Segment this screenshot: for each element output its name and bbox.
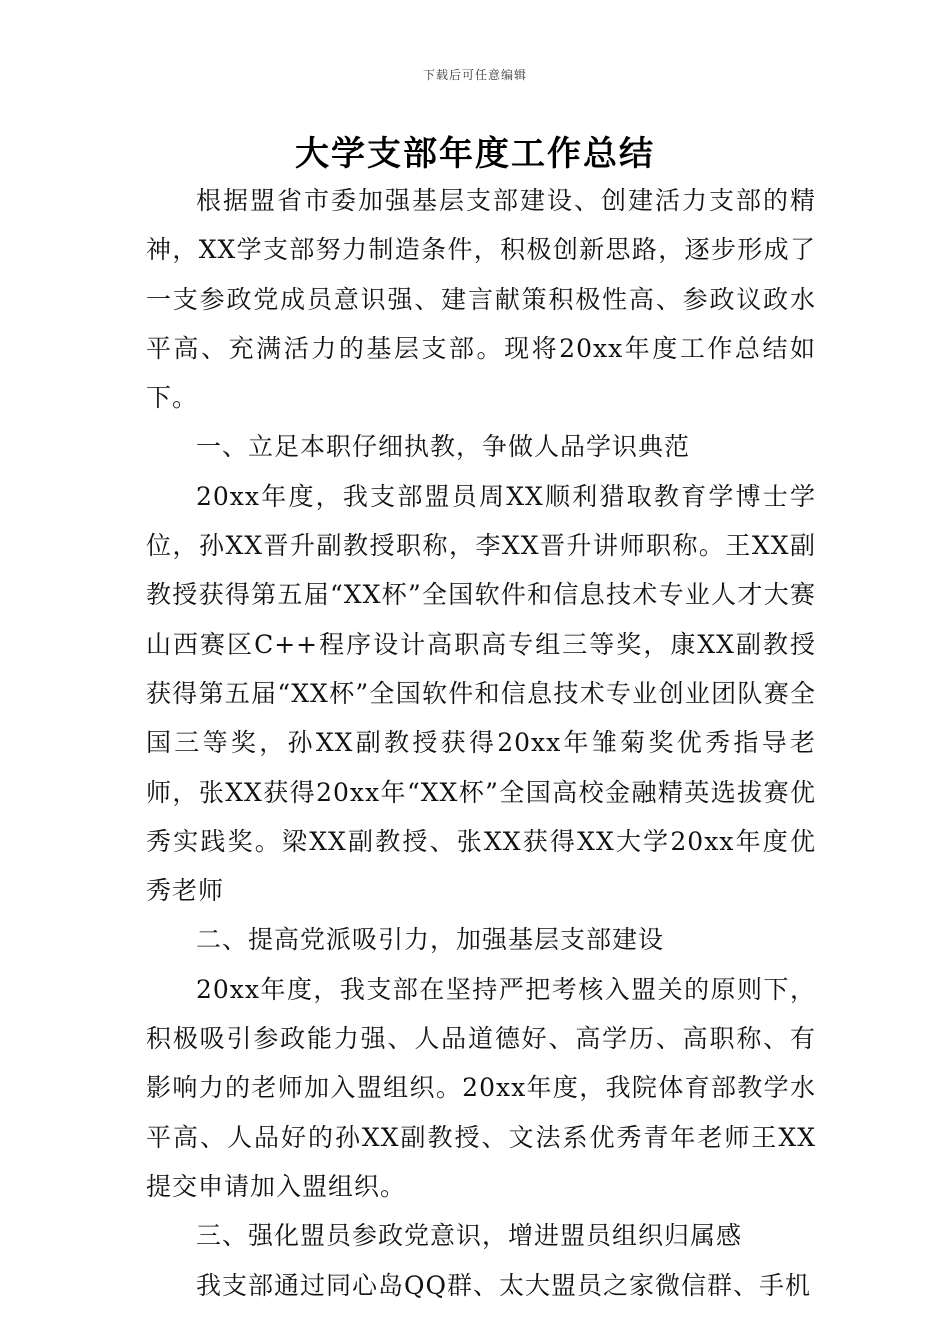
section-heading-2: 二、提高党派吸引力，加强基层支部建设 (196, 925, 665, 955)
section-heading-3: 三、强化盟员参政党意识，增进盟员组织归属感 (196, 1221, 743, 1251)
document-body (146, 176, 816, 1310)
intro-paragraph: 根据盟省市委加强基层支部建设、创建活力支部的精神，XX学支部努力制造条件，积极创新思路，逐步形成了一支参政党成员意识强、建言献策积极性高、参政议政水平高、充满活力的基层支部。现将20xx年度工作总结如下。 (146, 186, 816, 413)
section-1-paragraph: 20xx年度，我支部盟员周XX顺利猎取教育学博士学位，孙XX晋升副教授职称，李XX晋升讲师职称。王XX副教授获得第五届“XX杯”全国软件和信息技术专业人才大赛山西赛区C++程序设计高职高专组三等奖，康XX副教授获得第五届“XX杯”全国软件和信息技术专业创业团队赛全国三等奖，孙XX副教授获得20xx年雏菊奖优秀指导老师，张XX获得20xx年“XX杯”全国高校金融精英选拔赛优秀实践奖。梁XX副教授、张XX获得XX大学20xx年度优秀老师 (146, 481, 816, 906)
section-3-paragraph: 我支部通过同心岛QQ群、太大盟员之家微信群、手机 (196, 1270, 811, 1300)
document-title: 大学支部年度工作总结 (295, 134, 655, 174)
header-note: 下载后可任意编辑 (422, 68, 527, 82)
section-2-paragraph: 20xx年度，我支部在坚持严把考核入盟关的原则下，积极吸引参政能力强、人品道德好、高学历、高职称、有影响力的老师加入盟组织。20xx年度，我院体育部教学水平高、人品好的孙XX副教授、文法系优秀青年老师王XX提交申请加入盟组织。 (146, 974, 816, 1201)
section-heading-1: 一、立足本职仔细执教，争做人品学识典范 (196, 432, 691, 462)
